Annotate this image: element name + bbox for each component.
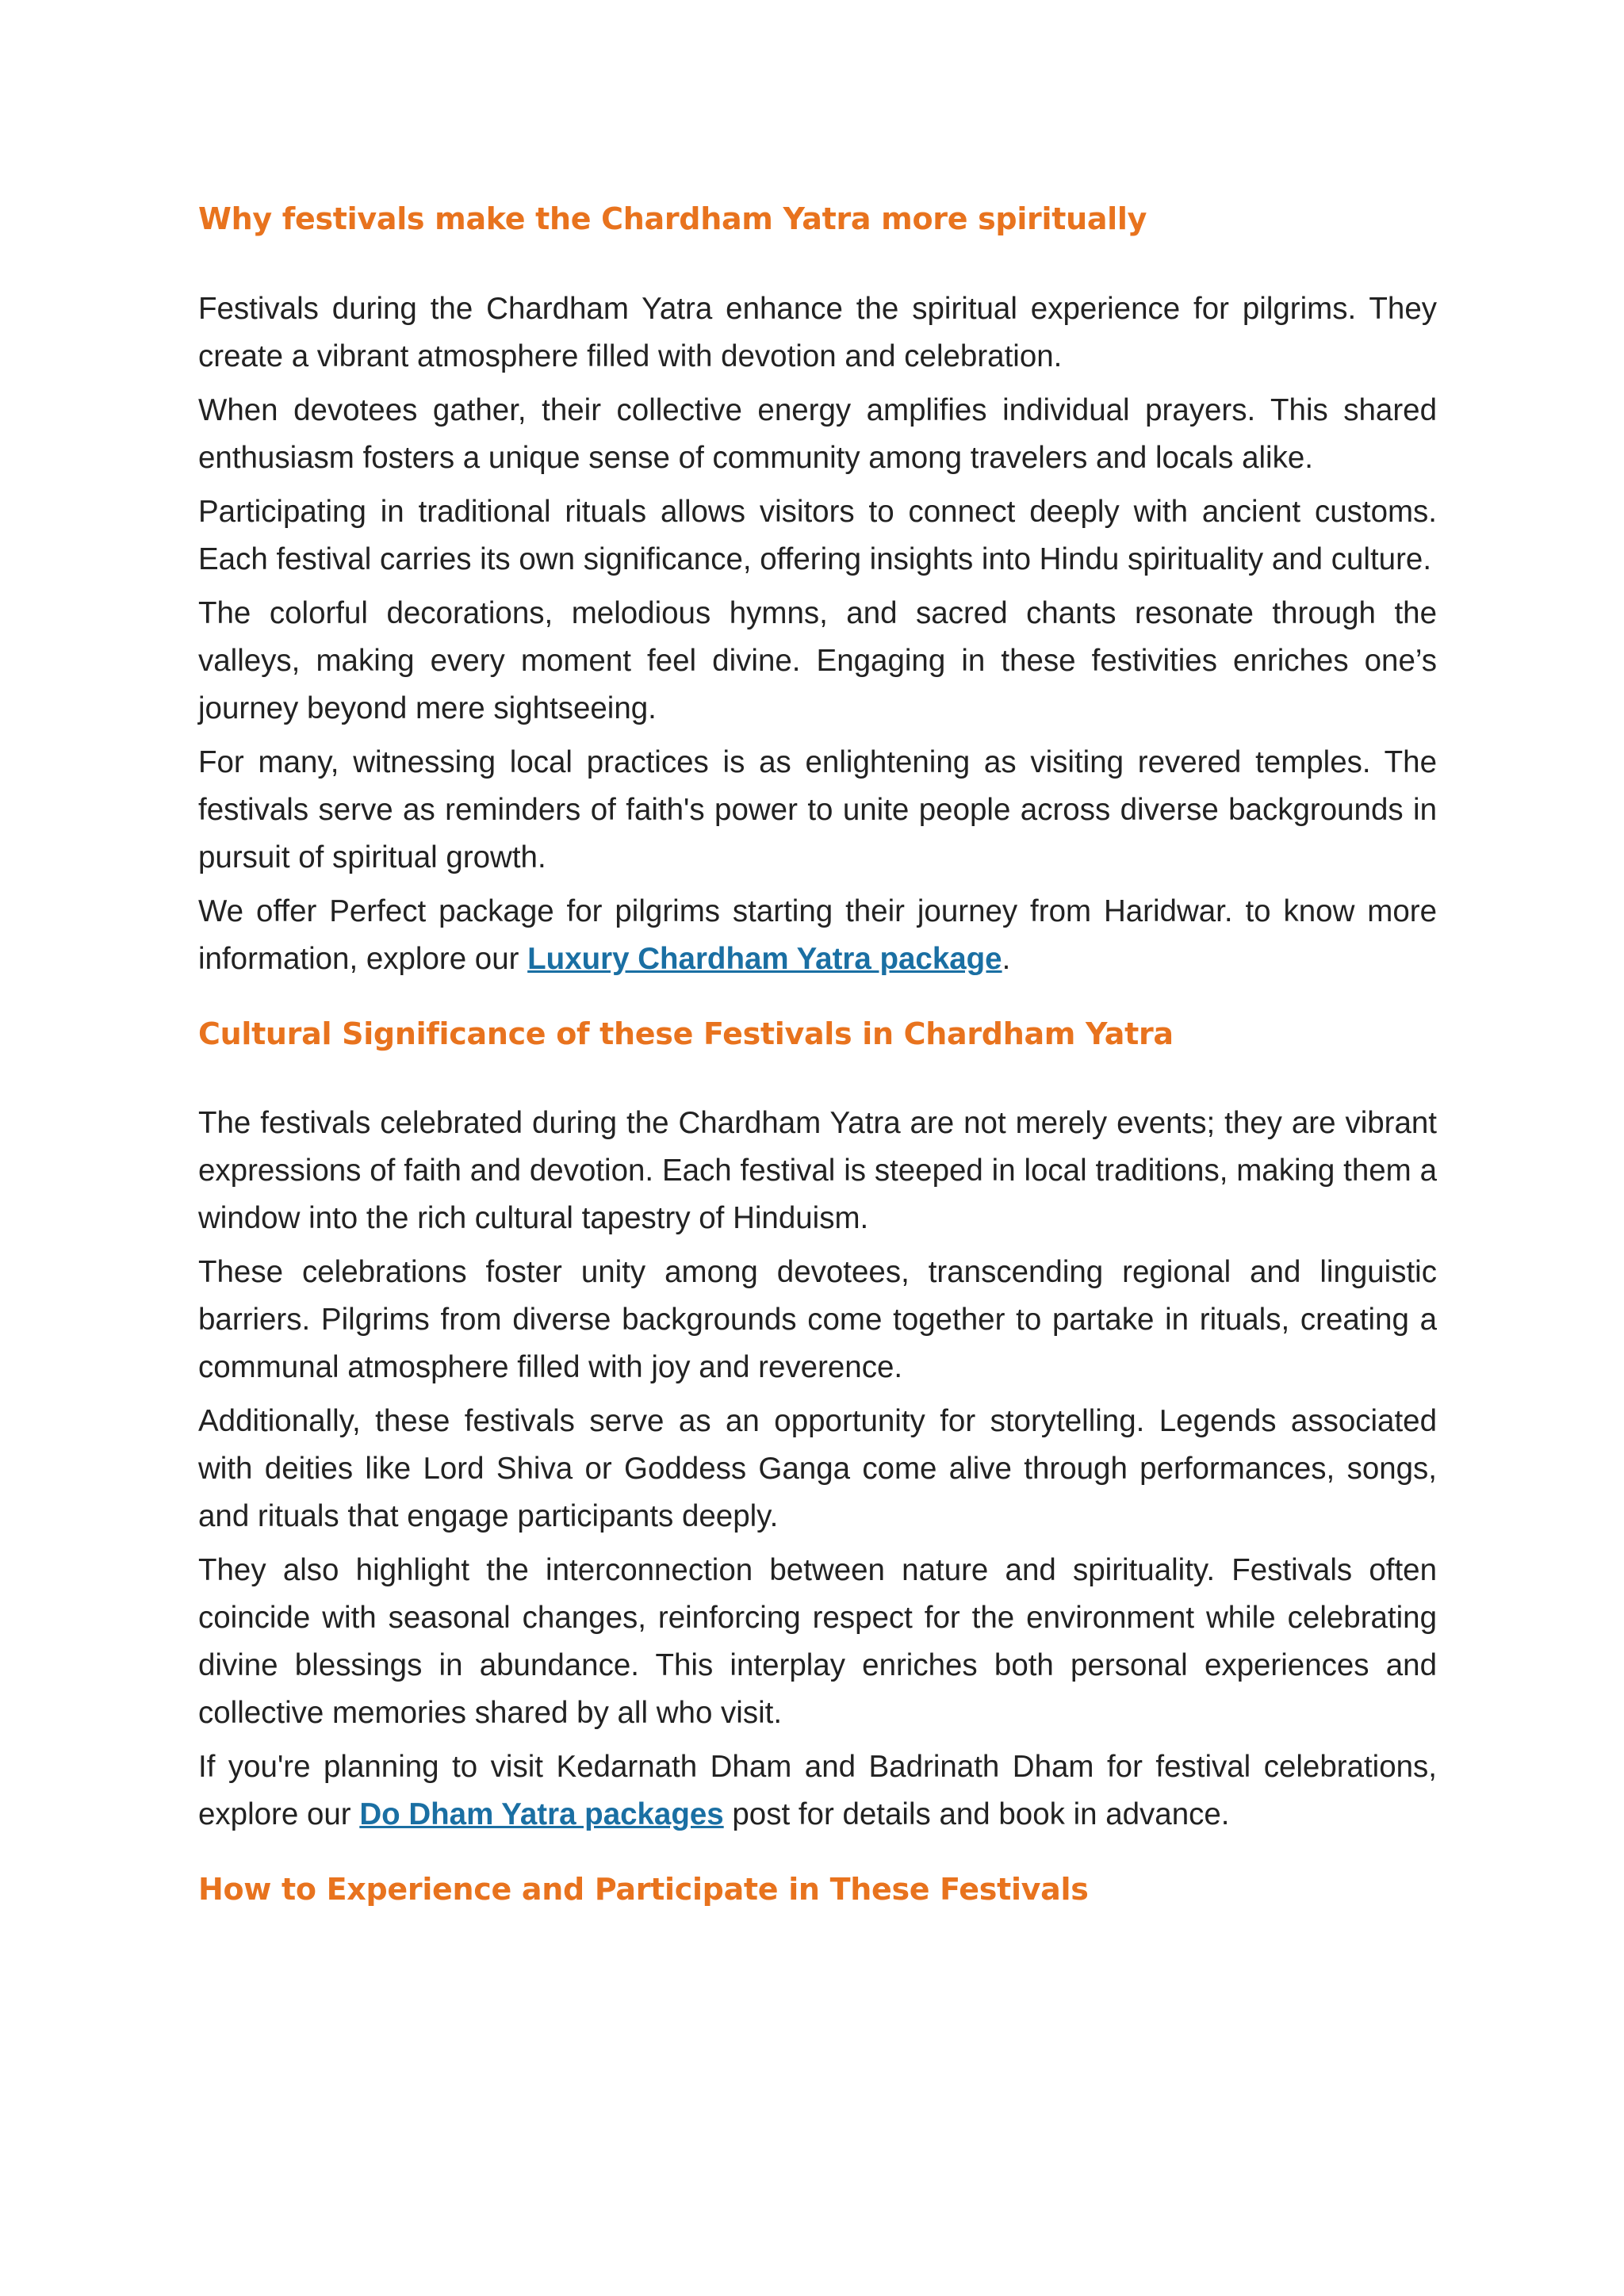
paragraph-with-link bbox=[198, 1743, 1437, 1839]
paragraph-text: If you're planning to visit Kedarnath Dham and Badrinath Dham for festival celebrations, explore our bbox=[198, 1750, 1437, 1832]
paragraph: Festivals during the Chardham Yatra enhance the spiritual experience for pilgrims. They create a vibrant atmosphere filled with devotion and celebration. bbox=[198, 291, 1437, 373]
paragraph: They also highlight the interconnection between nature and spirituality. Festivals often coincide with seasonal changes, reinforcing respect for the environment while celebrating divine blessings in abundance. This interplay enriches both personal experiences and collective memories shared by all who visit. bbox=[198, 1553, 1437, 1731]
paragraph: These celebrations foster unity among devotees, transcending regional and linguistic barriers. Pilgrims from diverse backgrounds come together to partake in rituals, creating a communal atmosphere filled with joy and reverence. bbox=[198, 1255, 1437, 1385]
luxury-chardham-yatra-package-link[interactable]: Luxury Chardham Yatra package bbox=[527, 941, 1002, 976]
paragraph: Additionally, these festivals serve as an opportunity for storytelling. Legends associated with deities like Lord Shiva or Goddess Ganga come alive through performances, songs, and rituals that engage participants deeply. bbox=[198, 1404, 1437, 1534]
section-heading-how-to-experience: How to Experience and Participate in These Festivals bbox=[198, 1872, 1089, 1908]
paragraph-text: post for details and book in advance. bbox=[723, 1797, 1230, 1832]
paragraph: When devotees gather, their collective energy amplifies individual prayers. This shared enthusiasm fosters a unique sense of community among travelers and locals alike. bbox=[198, 392, 1437, 475]
section-heading-cultural-significance: Cultural Significance of these Festivals in Chardham Yatra bbox=[198, 1016, 1174, 1051]
document-body bbox=[198, 190, 1437, 1908]
paragraph: Participating in traditional rituals allows visitors to connect deeply with ancient customs. Each festival carries its own significance, offering insights into Hindu spirituality and culture. bbox=[198, 494, 1437, 576]
paragraph-with-link bbox=[198, 888, 1437, 983]
paragraph: For many, witnessing local practices is as enlightening as visiting revered temples. The festivals serve as reminders of faith's power to unite people across diverse backgrounds in pursuit of spiritual growth. bbox=[198, 744, 1437, 874]
paragraph: The colorful decorations, melodious hymns, and sacred chants resonate through the valleys, making every moment feel divine. Engaging in these festivities enriches one’s journey beyond mere sightseeing. bbox=[198, 595, 1437, 725]
paragraph: The festivals celebrated during the Chardham Yatra are not merely events; they are vibrant expressions of faith and devotion. Each festival is steeped in local traditions, making them a window into the rich cultural tapestry of Hinduism. bbox=[198, 1106, 1437, 1236]
paragraph-text: We offer Perfect package for pilgrims starting their journey from Haridwar. to know more information, explore our bbox=[198, 894, 1437, 976]
do-dham-yatra-packages-link[interactable]: Do Dham Yatra packages bbox=[359, 1797, 724, 1832]
paragraph-text: . bbox=[1002, 941, 1011, 976]
section-heading-why-festivals: Why festivals make the Chardham Yatra more spiritually bbox=[198, 201, 1147, 236]
